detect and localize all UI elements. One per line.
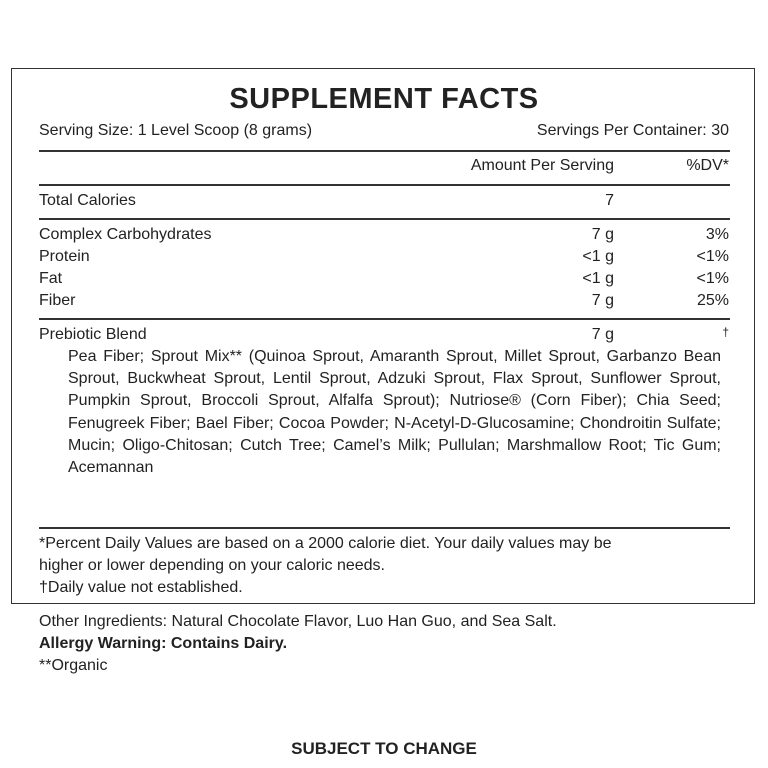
nutrient-dv: <1% xyxy=(696,248,729,265)
dv-header: %DV* xyxy=(686,157,729,174)
nutrient-dv: 25% xyxy=(696,292,729,309)
dv-footnote-line1: *Percent Daily Values are based on a 2000 calorie diet. Your daily values may be xyxy=(39,535,612,552)
serving-size: Serving Size: 1 Level Scoop (8 grams) xyxy=(39,122,313,139)
divider xyxy=(39,218,730,220)
other-ingredients: Other Ingredients: Natural Chocolate Flavor, Luo Han Guo, and Sea Salt. xyxy=(39,613,557,630)
nutrient-label: Complex Carbohydrates xyxy=(39,226,212,243)
nutrient-dv: <1% xyxy=(696,270,729,287)
nutrient-amount: 7 g xyxy=(591,226,614,243)
divider xyxy=(39,150,730,152)
nutrient-label: Fat xyxy=(39,270,63,287)
allergy-warning: Allergy Warning: Contains Dairy. xyxy=(39,635,288,652)
amount-header: Amount Per Serving xyxy=(470,157,614,174)
divider xyxy=(39,527,730,529)
blend-amount: 7 g xyxy=(591,326,614,343)
dagger-footnote: †Daily value not established. xyxy=(39,579,243,596)
nutrient-label: Protein xyxy=(39,248,90,265)
nutrient-amount: <1 g xyxy=(582,248,614,265)
nutrient-label: Fiber xyxy=(39,292,76,309)
blend-label: Prebiotic Blend xyxy=(39,326,147,343)
nutrient-amount: <1 g xyxy=(582,270,614,287)
servings-per-container: Servings Per Container: 30 xyxy=(536,122,729,139)
total-calories-amount: 7 xyxy=(605,192,614,209)
blend-dv: † xyxy=(722,325,729,339)
subject-to-change-note: SUBJECT TO CHANGE xyxy=(291,739,477,758)
nutrient-dv: 3% xyxy=(705,226,729,243)
organic-note: **Organic xyxy=(39,657,108,674)
nutrient-amount: 7 g xyxy=(591,292,614,309)
divider xyxy=(39,318,730,320)
divider xyxy=(39,184,730,186)
dv-footnote-line2: higher or lower depending on your caloric needs. xyxy=(39,557,385,574)
total-calories-label: Total Calories xyxy=(39,192,136,209)
panel-title: SUPPLEMENT FACTS xyxy=(229,83,539,115)
blend-ingredients: Pea Fiber; Sprout Mix** (Quinoa Sprout, Amaranth Sprout, Millet Sprout, Garbanzo Bean Sprout, Buckwheat Sprout, Lentil Sprout, Adzuki Sprout, Flax Sprout, Sunflower Sprout, Pumpkin Sprout, Broccoli Sprout, Alfalfa Sprout); Nutriose® (Corn Fiber); Chia Seed; Fenugreek Fiber; Bael Fiber; Cocoa Powder; N-Acetyl-D-Glucosamine; Chondroitin Sulfate; Mucin; Oligo-Chitosan; Cutch Tree; Camel’s Milk; Pullulan; Marshmallow Root; Tic Gum; Acemannan xyxy=(68,348,721,477)
